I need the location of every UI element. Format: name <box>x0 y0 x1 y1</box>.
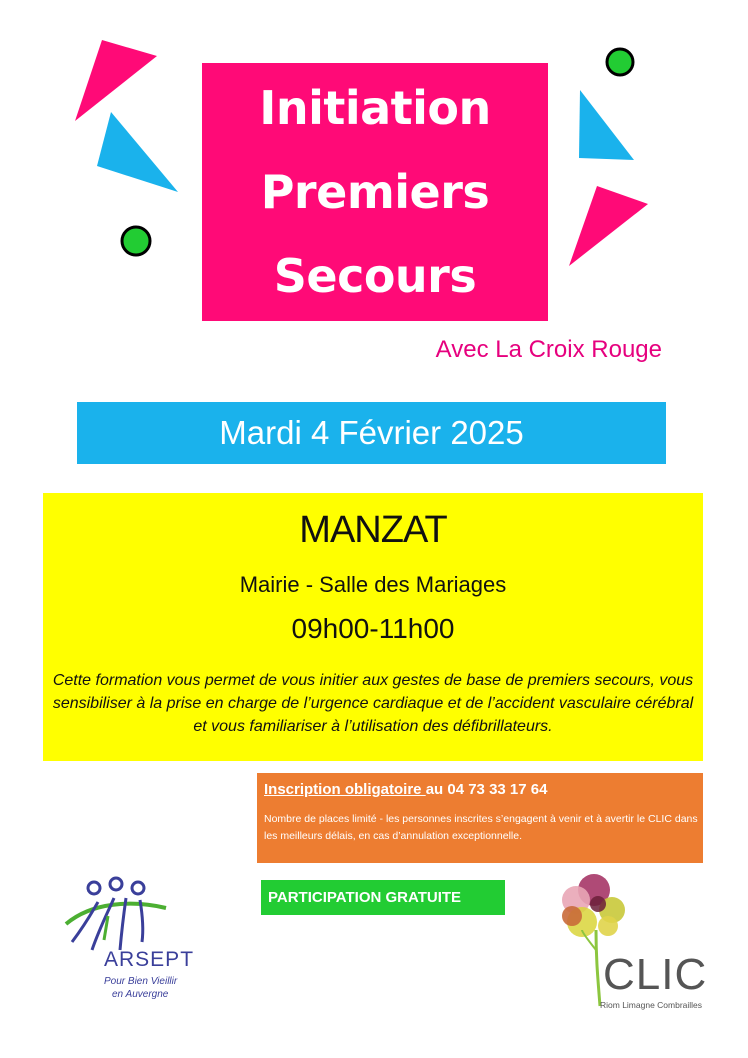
registration-line <box>264 781 547 798</box>
registration-label: Inscription obligatoire <box>264 781 426 798</box>
subtitle: Avec La Croix Rouge <box>435 336 662 363</box>
free-participation-badge <box>261 880 505 915</box>
pink-triangle-top-left <box>75 40 157 121</box>
blue-triangle-left <box>97 112 178 192</box>
registration-note: Nombre de places limité - les personnes inscrites s’engagent à venir et à avertir le CLIC dans les meilleurs délais, en cas d’annulation exceptionnelle. <box>264 813 698 842</box>
event-venue: Mairie - Salle des Mariages <box>239 572 507 597</box>
title-line-3: Secours <box>273 249 477 303</box>
green-dot-left <box>122 227 150 255</box>
title-line-1: Initiation <box>259 81 491 135</box>
pink-triangle-right <box>569 186 648 266</box>
arsept-name: ARSEPT <box>104 948 195 971</box>
clic-tagline: Riom Limagne Combrailles <box>600 1000 703 1010</box>
title-line-2: Premiers <box>260 165 490 219</box>
event-hours: 09h00-11h00 <box>291 613 455 644</box>
arsept-tagline-1: Pour Bien Vieillir <box>104 976 178 987</box>
title-box <box>202 63 548 321</box>
blue-triangle-right <box>579 90 634 160</box>
green-dot-right <box>607 49 633 75</box>
clic-name: CLIC <box>603 950 708 999</box>
registration-box <box>257 773 703 863</box>
date-banner <box>77 402 666 464</box>
event-city: MANZAT <box>299 509 447 551</box>
registration-phone: au 04 73 33 17 64 <box>425 781 548 798</box>
event-details-box <box>43 493 703 761</box>
free-participation-label: PARTICIPATION GRATUITE <box>268 889 462 906</box>
event-description: Cette formation vous permet de vous initier aux gestes de base de premiers secours, vous sensibiliser à la prise en charge de l’urgence cardiaque et de l’accident vasculaire cérébral et vous familiariser à l’utilisation des défibrillateurs. <box>52 672 694 735</box>
arsept-tagline-2: en Auvergne <box>112 989 169 1000</box>
event-date: Mardi 4 Février 2025 <box>219 414 524 451</box>
